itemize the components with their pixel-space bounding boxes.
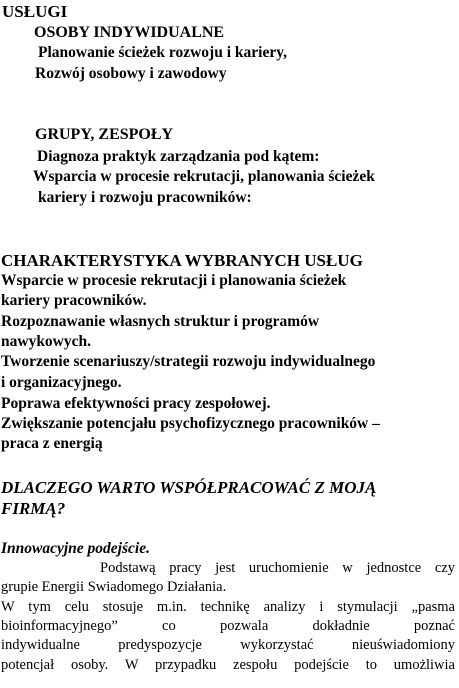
innovative-line: potencjał osoby. W przypadku zespołu podejście to umożliwia [1, 657, 455, 673]
characteristics-line: Wsparcie w procesie rekrutacji i planowania ścieżek [1, 272, 347, 289]
individuals-heading: OSOBY INDYWIDUALNE [34, 24, 225, 41]
individuals-item: Planowanie ścieżek rozwoju i kariery, [38, 44, 287, 61]
characteristics-line: Poprawa efektywności pracy zespołowej. [1, 395, 271, 412]
groups-heading: GRUPY, ZESPOŁY [35, 126, 174, 143]
innovative-line: bioinformacyjnego” co pozwala dokładnie poznać [1, 618, 455, 634]
characteristics-line: Tworzenie scenariuszy/strategii rozwoju indywidualnego [1, 353, 376, 370]
characteristics-line: nawykowych. [1, 333, 92, 350]
innovative-line: grupie Energii Swiadomego Działania. [1, 579, 227, 595]
services-heading: USŁUGI [2, 2, 68, 21]
groups-line: Wsparcia w procesie rekrutacji, planowania ścieżek [33, 168, 375, 185]
innovative-line: W tym celu stosuje m.in. technikę analizy i stymulacji „pasma [1, 599, 455, 615]
innovative-heading: Innowacyjne podejście. [1, 540, 150, 557]
characteristics-line: kariery pracowników. [1, 292, 147, 309]
groups-line: Diagnoza praktyk zarządzania pod kątem: [37, 148, 320, 165]
why-heading-line1: DLACZEGO WARTO WSPÓŁPRACOWAĆ Z MOJĄ [1, 478, 377, 497]
characteristics-line: Zwiększanie potencjału psychofizycznego pracowników – [1, 415, 380, 432]
characteristics-line: praca z energią [1, 435, 103, 452]
innovative-line: indywidualne predyspozycje wykorzystać nieuświadomiony [1, 637, 455, 653]
groups-line: kariery i rozwoju pracowników: [38, 189, 252, 206]
characteristics-line: Rozpoznawanie własnych struktur i programów [1, 313, 320, 330]
innovative-line: Podstawą pracy jest uruchomienie w jednostce czy [100, 560, 455, 576]
why-heading-line2: FIRMĄ? [1, 499, 66, 518]
characteristics-heading: CHARAKTERYSTYKA WYBRANYCH USŁUG [1, 251, 363, 270]
characteristics-line: i organizacyjnego. [1, 374, 122, 391]
individuals-item: Rozwój osobowy i zawodowy [35, 65, 227, 82]
